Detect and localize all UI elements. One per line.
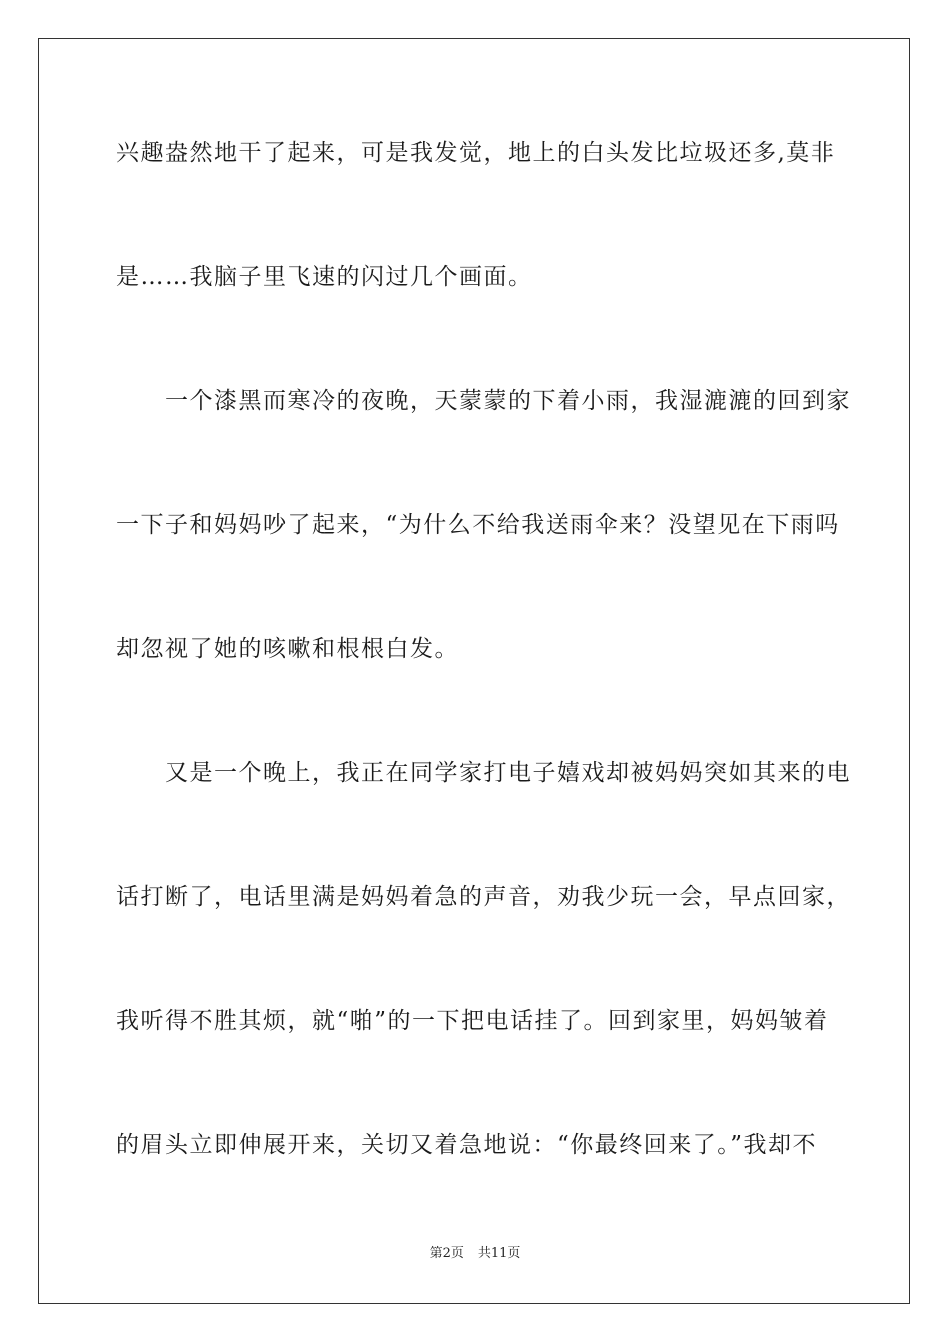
page-number: 第2页 — [429, 1246, 464, 1261]
text-line: 一个漆黑而寒冷的夜晚，天蒙蒙的下着小雨，我湿漉漉的回到家 — [116, 388, 851, 414]
text-line: 是……我脑子里飞速的闪过几个画面。 — [116, 264, 533, 290]
text-line: 又是一个晚上，我正在同学家打电子嬉戏却被妈妈突如其来的电 — [116, 760, 851, 786]
page-total: 共11页 — [477, 1246, 521, 1261]
text-line: 一下子和妈妈吵了起来，“为什么不给我送雨伞来？没望见在下雨吗 — [116, 512, 840, 538]
text-line: 话打断了，电话里满是妈妈着急的声音，劝我少玩一会，早点回家， — [116, 884, 851, 910]
text-line: 的眉头立即伸展开来，关切又着急地说：“你最终回来了。”我却不 — [116, 1132, 818, 1158]
page-frame — [38, 38, 910, 1304]
text-line: 兴趣盎然地干了起来，可是我发觉，地上的白头发比垃圾还多,莫非 — [116, 140, 836, 166]
text-line: 却忽视了她的咳嗽和根根白发。 — [116, 636, 459, 662]
text-line: 我听得不胜其烦，就“啪”的一下把电话挂了。回到家里，妈妈皱着 — [116, 1008, 829, 1034]
page-footer — [0, 1245, 950, 1263]
